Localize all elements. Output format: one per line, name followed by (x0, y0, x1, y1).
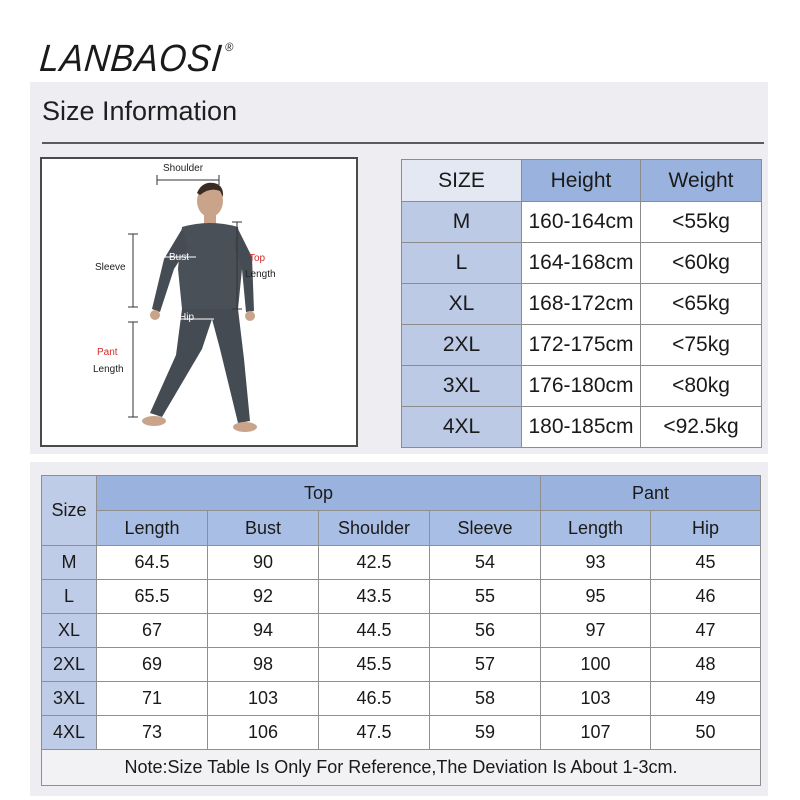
hip-cell: 50 (651, 716, 761, 750)
table-row (42, 580, 761, 614)
brand-logo (38, 38, 235, 81)
hip-cell: 45 (651, 546, 761, 580)
bust-cell: 106 (208, 716, 319, 750)
size-note: Note:Size Table Is Only For Reference,The Deviation Is About 1-3cm. (42, 750, 761, 786)
hip-label: Hip (179, 312, 195, 323)
model-top (178, 223, 242, 309)
model-illustration (42, 159, 356, 445)
shoulder-cell: 43.5 (319, 580, 430, 614)
sleeve-cell: 54 (430, 546, 541, 580)
top-length-cell: 73 (97, 716, 208, 750)
weight-cell: <65kg (641, 284, 762, 325)
table-row (42, 648, 761, 682)
top-length-cell: 71 (97, 682, 208, 716)
pant-length-header: Length (541, 511, 651, 546)
size-cell: L (402, 243, 522, 284)
sleeve-label: Sleeve (95, 262, 126, 273)
sleeve-cell: 55 (430, 580, 541, 614)
top-length-cell: 69 (97, 648, 208, 682)
sleeve-cell: 58 (430, 682, 541, 716)
shoulder-cell: 45.5 (319, 648, 430, 682)
registered-mark: ® (224, 40, 235, 54)
shoulder-cell: 44.5 (319, 614, 430, 648)
hip-cell: 47 (651, 614, 761, 648)
height-cell: 160-164cm (522, 202, 641, 243)
measurement-table (41, 475, 761, 786)
sleeve-cell: 56 (430, 614, 541, 648)
shoulder-cell: 46.5 (319, 682, 430, 716)
size-cell: L (42, 580, 97, 614)
brand-name: LANBAOSI (37, 38, 225, 80)
hip-cell: 46 (651, 580, 761, 614)
table-row (42, 716, 761, 750)
pant-group-header: Pant (541, 476, 761, 511)
sleeve-measure-line (128, 234, 138, 307)
size-cell: 4XL (42, 716, 97, 750)
pant-length-label-line1: Pant (97, 347, 118, 358)
size-cell: XL (42, 614, 97, 648)
table-row (402, 366, 762, 407)
top-length-cell: 65.5 (97, 580, 208, 614)
weight-cell: <60kg (641, 243, 762, 284)
height-cell: 180-185cm (522, 407, 641, 448)
bust-label: Bust (169, 252, 190, 263)
size-column-header: SIZE (402, 160, 522, 202)
section-title: Size Information (42, 96, 238, 126)
table-row (42, 614, 761, 648)
pant-length-cell: 95 (541, 580, 651, 614)
title-divider (42, 142, 764, 144)
weight-column-header: Weight (641, 160, 762, 202)
size-cell: 3XL (42, 682, 97, 716)
top-group-header: Top (97, 476, 541, 511)
sub-header-row (42, 511, 761, 546)
table-row (42, 546, 761, 580)
bust-cell: 90 (208, 546, 319, 580)
shoulder-header: Shoulder (319, 511, 430, 546)
hip-cell: 49 (651, 682, 761, 716)
pant-length-cell: 107 (541, 716, 651, 750)
top-length-cell: 67 (97, 614, 208, 648)
size-chart-header-row (402, 160, 762, 202)
bust-cell: 98 (208, 648, 319, 682)
size-column-header: Size (42, 476, 97, 546)
top-length-label-line1: Top (249, 253, 266, 264)
size-cell: XL (402, 284, 522, 325)
height-column-header: Height (522, 160, 641, 202)
sleeve-cell: 57 (430, 648, 541, 682)
weight-cell: <75kg (641, 325, 762, 366)
sleeve-cell: 59 (430, 716, 541, 750)
size-chart-table (401, 159, 762, 448)
sleeve-header: Sleeve (430, 511, 541, 546)
top-length-cell: 64.5 (97, 546, 208, 580)
size-cell: M (42, 546, 97, 580)
size-cell: 2XL (402, 325, 522, 366)
bust-header: Bust (208, 511, 319, 546)
height-cell: 164-168cm (522, 243, 641, 284)
shoulder-cell: 47.5 (319, 716, 430, 750)
size-cell: 2XL (42, 648, 97, 682)
size-cell: M (402, 202, 522, 243)
hip-header: Hip (651, 511, 761, 546)
note-row (42, 750, 761, 786)
pant-length-cell: 103 (541, 682, 651, 716)
bust-cell: 103 (208, 682, 319, 716)
height-cell: 172-175cm (522, 325, 641, 366)
pant-length-measure-line (128, 322, 138, 417)
shoulder-label: Shoulder (163, 163, 204, 174)
top-length-header: Length (97, 511, 208, 546)
group-header-row (42, 476, 761, 511)
height-cell: 168-172cm (522, 284, 641, 325)
weight-cell: <92.5kg (641, 407, 762, 448)
size-cell: 4XL (402, 407, 522, 448)
model-figure (40, 157, 358, 447)
pant-length-cell: 97 (541, 614, 651, 648)
bust-cell: 92 (208, 580, 319, 614)
hip-cell: 48 (651, 648, 761, 682)
table-row (402, 284, 762, 325)
pant-length-cell: 93 (541, 546, 651, 580)
table-row (402, 407, 762, 448)
size-cell: 3XL (402, 366, 522, 407)
pant-length-label-line2: Length (93, 364, 124, 375)
table-row (402, 202, 762, 243)
top-length-label-line2: Length (245, 269, 276, 280)
model-pants (150, 309, 250, 423)
height-cell: 176-180cm (522, 366, 641, 407)
table-row (42, 682, 761, 716)
weight-cell: <55kg (641, 202, 762, 243)
pant-length-cell: 100 (541, 648, 651, 682)
shoulder-cell: 42.5 (319, 546, 430, 580)
weight-cell: <80kg (641, 366, 762, 407)
bust-cell: 94 (208, 614, 319, 648)
table-row (402, 243, 762, 284)
table-row (402, 325, 762, 366)
